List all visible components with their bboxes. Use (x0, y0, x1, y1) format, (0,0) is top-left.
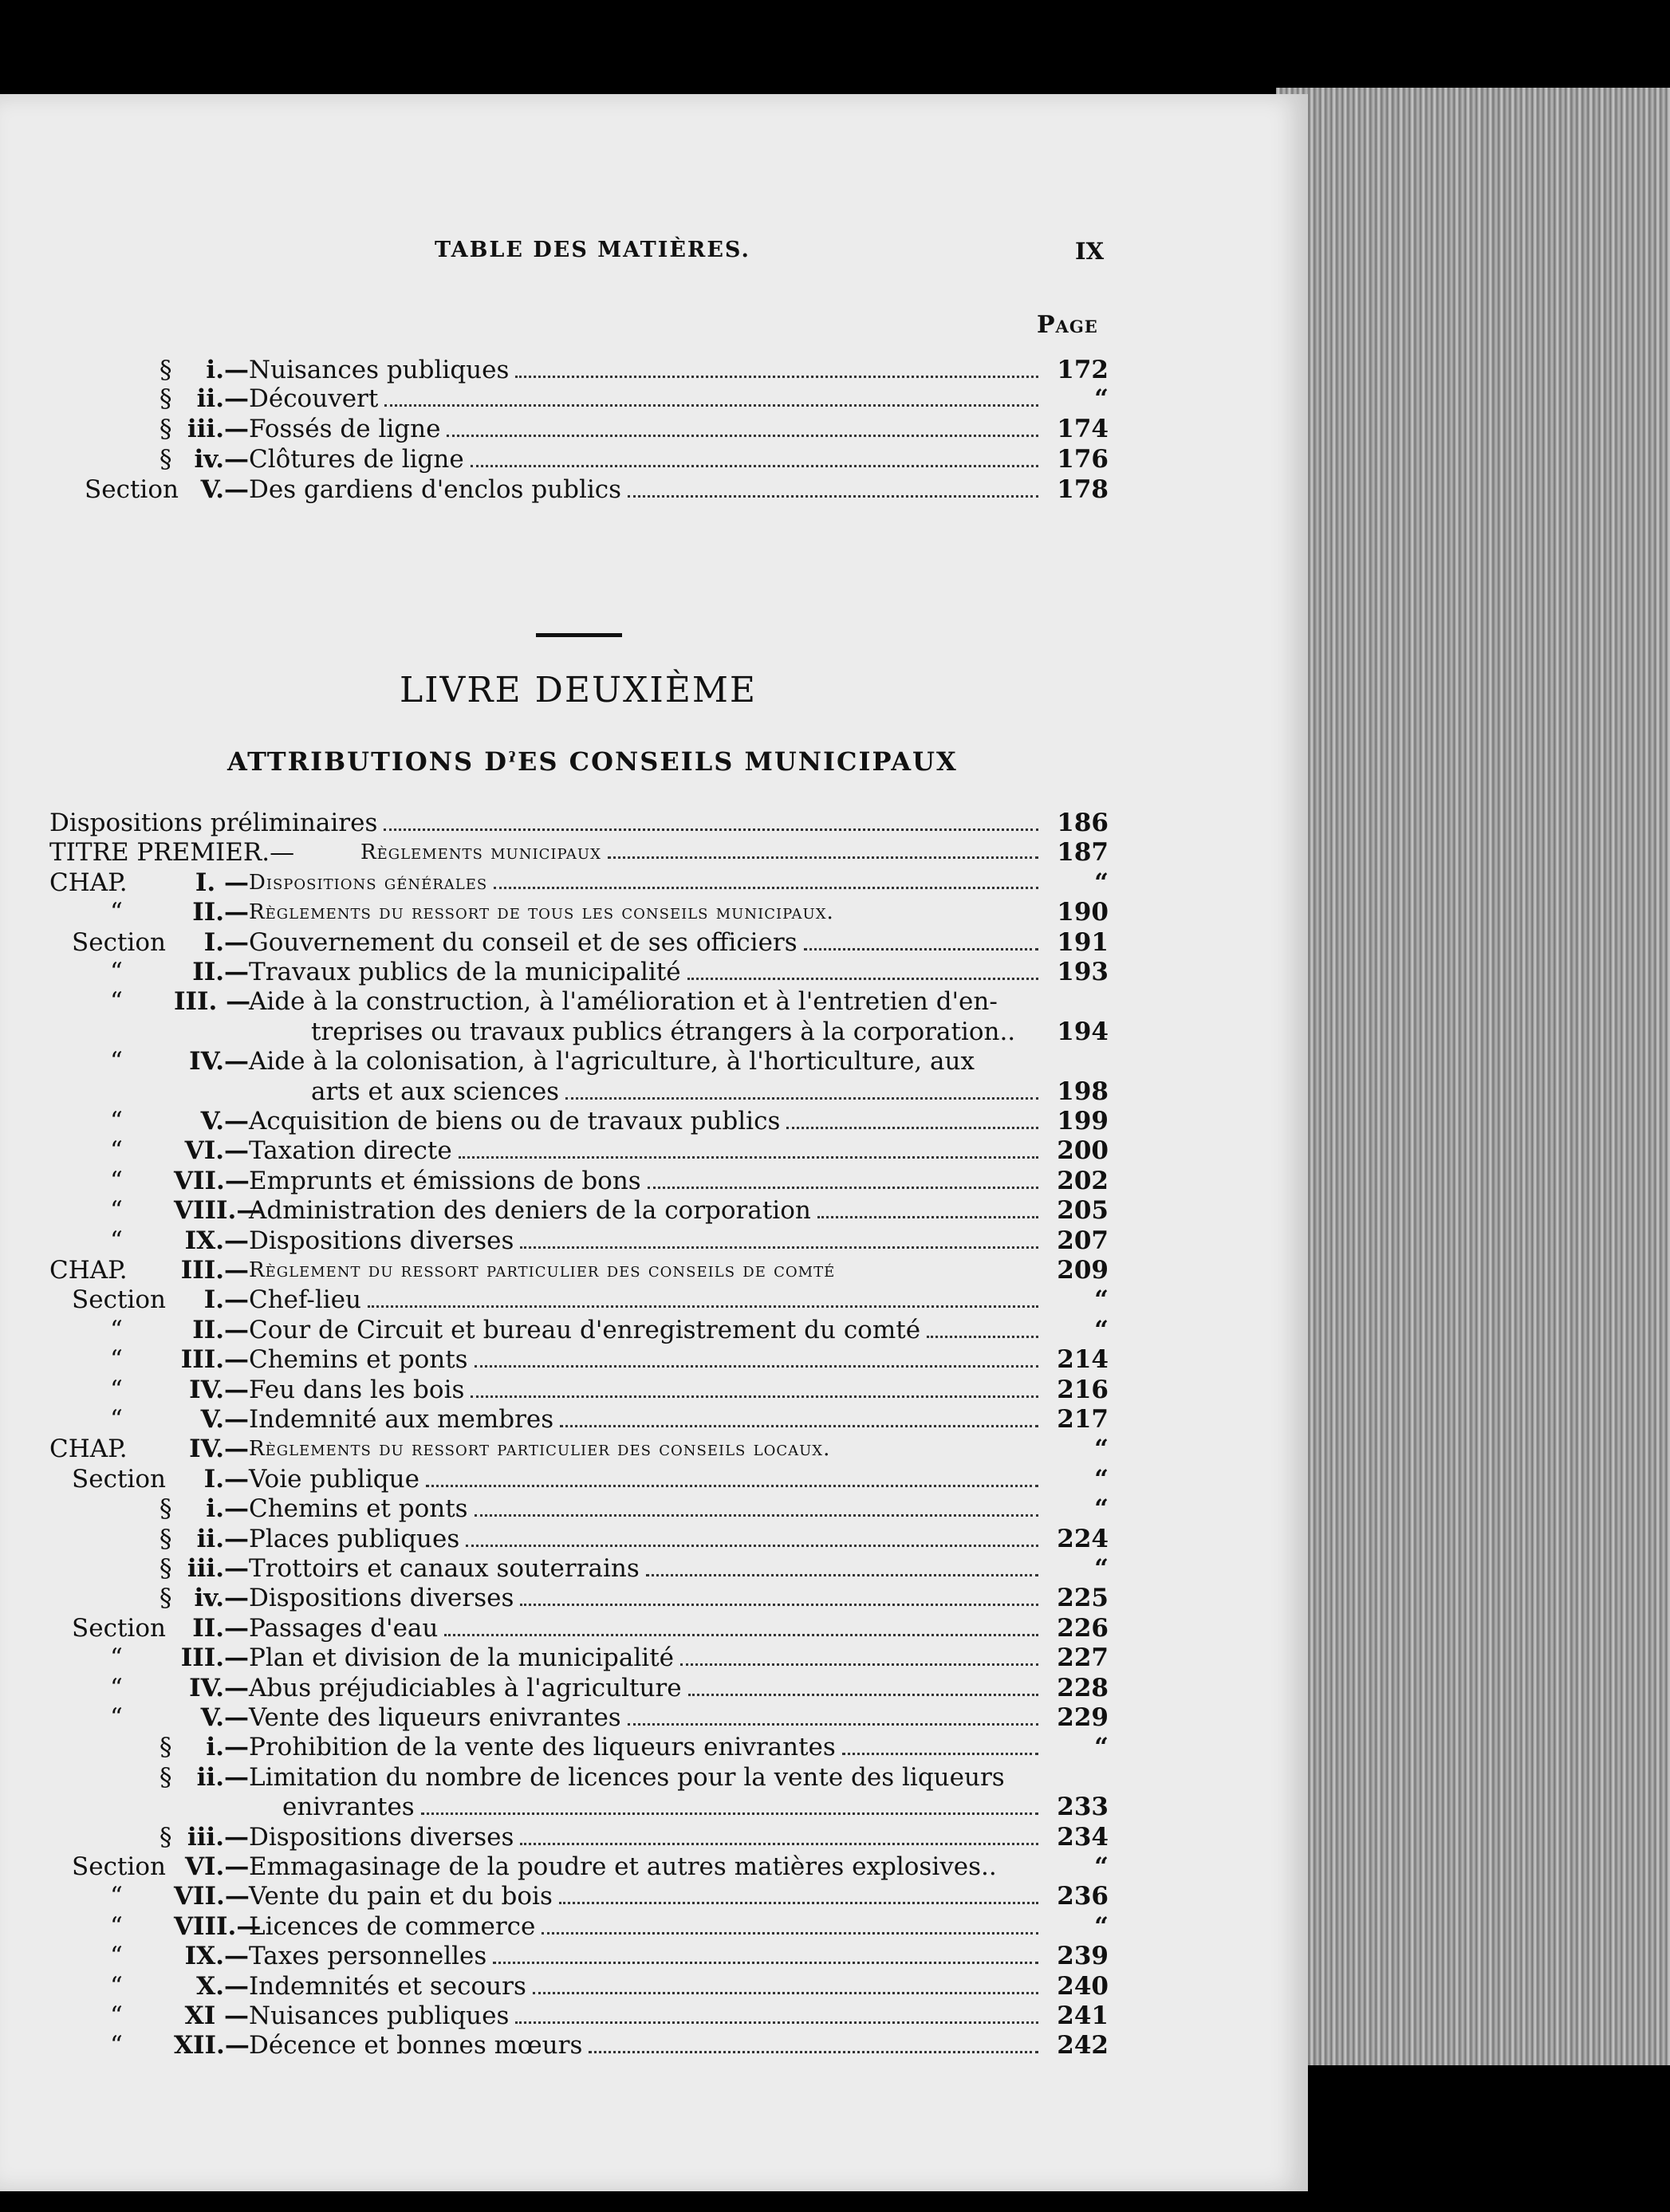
entry-number: V.— (200, 475, 249, 504)
toc-entry (0, 1316, 1308, 1344)
entry-title: Dispositions diverses (249, 1822, 514, 1852)
entry-page: 200 (1057, 1136, 1109, 1166)
entry-page: “ (1094, 1494, 1109, 1524)
toc-entry (0, 1614, 1308, 1643)
entry-title: Indemnités et secours (249, 1971, 526, 2001)
toc-entry (0, 1077, 1308, 1106)
entry-number: iv.— (194, 445, 249, 474)
entry-number: V.— (200, 1703, 249, 1732)
entry-page: 199 (1057, 1107, 1109, 1136)
entry-title: Gouvernement du conseil et de ses officiers (249, 927, 798, 957)
entry-page: 239 (1057, 1942, 1109, 1971)
entry-title: Places publiques (249, 1524, 460, 1553)
entry-label: “ (110, 1911, 123, 1941)
entry-page: 236 (1057, 1882, 1109, 1911)
dot-leader (368, 1305, 1038, 1308)
document-page (0, 94, 1308, 2191)
entry-number: III.— (180, 1643, 249, 1673)
entry-label: § (160, 1584, 172, 1613)
entry-label: Section (72, 1285, 166, 1315)
entry-title: Dispositions diverses (249, 1226, 514, 1255)
toc-entry (0, 898, 1308, 927)
entry-page: 186 (1057, 809, 1109, 837)
entry-number: I. — (195, 868, 249, 897)
dot-leader (471, 1395, 1038, 1398)
dot-leader (494, 886, 1038, 889)
entry-number: II.— (192, 1613, 249, 1643)
entry-number: IV.— (189, 1375, 249, 1404)
dot-leader (589, 2050, 1038, 2053)
entry-label: “ (110, 1345, 123, 1375)
dot-leader (542, 1931, 1038, 1935)
entry-number: VI.— (184, 1136, 249, 1166)
toc-entry (0, 987, 1308, 1016)
dot-leader (648, 1186, 1038, 1189)
entry-label: § (160, 1733, 172, 1762)
entry-title: Cour de Circuit et bureau d'enregistrement du comté (249, 1315, 921, 1344)
toc-entry (0, 1345, 1308, 1374)
book-page-edges (1276, 88, 1670, 2065)
toc-entry (0, 356, 1308, 384)
entry-label: “ (110, 1643, 123, 1673)
entry-label: CHAP. (49, 1435, 128, 1464)
entry-page: 172 (1057, 356, 1109, 384)
entry-label: § (160, 384, 172, 413)
entry-page: “ (1094, 868, 1109, 897)
entry-label: “ (110, 1315, 123, 1344)
dot-leader (565, 1096, 1038, 1100)
dot-leader (459, 1155, 1038, 1159)
toc-entry (0, 1285, 1308, 1314)
entry-page: 233 (1057, 1793, 1109, 1822)
entry-label: Section (72, 1613, 166, 1643)
entry-label: “ (110, 958, 123, 986)
entry-number: IX.— (184, 1226, 249, 1255)
dot-leader (688, 1693, 1038, 1696)
entry-number: I.— (203, 927, 249, 957)
entry-number: ii.— (196, 1524, 249, 1553)
toc-entry (0, 1405, 1308, 1434)
dot-leader (384, 828, 1038, 831)
entry-page: 207 (1057, 1226, 1109, 1255)
toc-entry (0, 1196, 1308, 1225)
toc-entry (0, 1852, 1308, 1881)
entry-label: “ (110, 1703, 123, 1732)
dot-leader (927, 1335, 1038, 1338)
toc-entry (0, 1972, 1308, 2001)
entry-page: 194 (1057, 1017, 1109, 1046)
entry-label: “ (110, 1405, 123, 1434)
entry-label: “ (110, 1971, 123, 2001)
entry-title: Dispositions générales (249, 870, 488, 895)
entry-title: Acquisition de biens ou de travaux publics (249, 1107, 781, 1136)
running-header (0, 238, 1308, 270)
toc-entry (0, 838, 1308, 867)
entry-title: Nuisances publiques (249, 356, 510, 384)
toc-entry (0, 1882, 1308, 1911)
toc-entry (0, 1435, 1308, 1463)
entry-page: “ (1094, 1315, 1109, 1344)
dot-leader (628, 494, 1038, 498)
dot-leader (384, 403, 1038, 407)
entry-page: “ (1094, 1464, 1109, 1494)
toc-entry (0, 1584, 1308, 1612)
entry-number: iii.— (187, 1822, 249, 1852)
toc-entry (0, 1017, 1308, 1046)
entry-number: III.— (180, 1345, 249, 1375)
toc-entry (0, 1376, 1308, 1404)
entry-number: ii.— (196, 384, 249, 413)
dot-leader (560, 1424, 1038, 1427)
toc-entry (0, 958, 1308, 986)
entry-title: Taxes personnelles (249, 1942, 487, 1971)
entry-number: VII.— (174, 1166, 250, 1195)
entry-label: “ (110, 1226, 123, 1255)
entry-title: Emmagasinage de la poudre et autres matières explosives.. (249, 1852, 997, 1881)
entry-title: Vente du pain et du bois (249, 1882, 553, 1911)
entry-page: 216 (1057, 1375, 1109, 1404)
toc-entry (0, 445, 1308, 474)
page-column-label: Page (1037, 311, 1098, 339)
toc-entry (0, 2001, 1308, 2030)
entry-number: VII.— (174, 1882, 250, 1911)
entry-title: Des gardiens d'enclos publics (249, 475, 622, 504)
entry-page: 229 (1057, 1703, 1109, 1732)
dot-leader (608, 856, 1038, 859)
entry-page: “ (1094, 1435, 1109, 1464)
entry-title: enivrantes (282, 1793, 415, 1822)
toc-entry (0, 1793, 1308, 1821)
dot-leader (475, 1364, 1038, 1368)
entry-title: Administration des deniers de la corporation (249, 1196, 811, 1226)
entry-page: 176 (1057, 445, 1109, 474)
dot-leader (471, 464, 1038, 467)
toc-entry (0, 1107, 1308, 1136)
toc-entry (0, 1912, 1308, 1941)
entry-label: § (160, 1822, 172, 1852)
entry-title: Règlements du ressort de tous les conseils municipaux. (249, 900, 834, 925)
entry-title: Limitation du nombre de licences pour la vente des liqueurs (249, 1762, 1005, 1792)
entry-title: arts et aux sciences (311, 1076, 560, 1106)
entry-title: treprises ou travaux publics étrangers à la corporation.. (311, 1017, 1016, 1046)
dot-leader (646, 1573, 1038, 1576)
entry-number: iv.— (194, 1584, 249, 1613)
toc-entry (0, 1703, 1308, 1732)
entry-number: i.— (206, 356, 249, 384)
entry-label: “ (110, 898, 123, 927)
entry-label: Section (72, 1464, 166, 1494)
entry-number: IV.— (189, 1047, 249, 1076)
entry-label: Section (72, 1852, 166, 1881)
toc-entry (0, 809, 1308, 837)
entry-page: 224 (1057, 1524, 1109, 1553)
entry-page: 214 (1057, 1345, 1109, 1375)
dot-leader (628, 1722, 1038, 1726)
entry-page: “ (1094, 1852, 1109, 1881)
toc-entry (0, 384, 1308, 413)
entry-number: I.— (203, 1464, 249, 1494)
entry-page: “ (1094, 1911, 1109, 1941)
entry-title: Feu dans les bois (249, 1375, 465, 1404)
entry-label: CHAP. (49, 868, 128, 897)
entry-label: § (160, 1554, 172, 1583)
toc-entry (0, 1733, 1308, 1761)
entry-page: 198 (1057, 1076, 1109, 1106)
entry-title: Règlements du ressort particulier des conseils locaux. (249, 1437, 831, 1462)
toc-entry (0, 1554, 1308, 1583)
entry-title: Emprunts et émissions de bons (249, 1166, 641, 1195)
entry-label: “ (110, 2001, 123, 2030)
toc-entry (0, 928, 1308, 957)
entry-title: Décence et bonnes mœurs (249, 2031, 583, 2060)
toc-entry (0, 1465, 1308, 1494)
entry-number: iii.— (187, 1554, 249, 1583)
toc-entry (0, 1763, 1308, 1792)
entry-number: ii.— (196, 1762, 249, 1792)
header-page-number: IX (1075, 238, 1105, 265)
dot-leader (786, 1126, 1038, 1129)
entry-title: Chemins et ponts (249, 1345, 468, 1375)
entry-page: “ (1094, 1554, 1109, 1583)
entry-label: CHAP. (49, 1256, 128, 1285)
entry-page: 225 (1057, 1584, 1109, 1613)
entry-label: § (160, 356, 172, 384)
entry-number: VI.— (185, 1852, 250, 1881)
entry-page: 187 (1057, 838, 1109, 868)
toc-entry (0, 1226, 1308, 1255)
entry-label: TITRE PREMIER.— (49, 838, 295, 868)
entry-label: “ (110, 2031, 123, 2060)
toc-entry (0, 1494, 1308, 1523)
dot-leader (447, 434, 1038, 437)
dot-leader (421, 1812, 1038, 1815)
entry-number: iii.— (187, 415, 249, 443)
entry-title: Fossés de ligne (249, 415, 441, 443)
entry-title: Dispositions diverses (249, 1584, 514, 1613)
entry-number: II.— (192, 958, 249, 986)
entry-page: 234 (1057, 1822, 1109, 1852)
toc-entry (0, 1674, 1308, 1702)
entry-page: “ (1094, 1285, 1109, 1315)
entry-title: Clôtures de ligne (249, 445, 464, 474)
entry-page: 227 (1057, 1643, 1109, 1673)
entry-page: 209 (1057, 1256, 1109, 1285)
entry-title: Nuisances publiques (249, 2001, 510, 2030)
entry-title: Règlement du ressort particulier des conseils de comté (249, 1258, 836, 1282)
entry-page: 178 (1057, 475, 1109, 504)
toc-entry (0, 1167, 1308, 1195)
entry-label: “ (110, 1882, 123, 1911)
entry-number: X.— (196, 1971, 249, 2001)
attributions-title: ATTRIBUTIONS DˀES CONSEILS MUNICIPAUX (227, 746, 958, 777)
entry-page: 217 (1057, 1405, 1109, 1434)
entry-number: II.— (192, 1315, 249, 1344)
entry-page: 241 (1057, 2001, 1109, 2030)
entry-title: Licences de commerce (249, 1911, 536, 1941)
dot-leader (466, 1544, 1038, 1547)
entry-number: XI — (184, 2001, 249, 2030)
entry-number: VIII.— (174, 1196, 262, 1226)
entry-label: “ (110, 1136, 123, 1166)
dot-leader (520, 1246, 1038, 1249)
entry-title: Découvert (249, 384, 379, 413)
entry-label: “ (110, 1047, 123, 1076)
header-title: TABLE DES MATIÈRES. (435, 238, 750, 262)
toc-entry (0, 415, 1308, 443)
entry-number: V.— (200, 1107, 249, 1136)
entry-label: § (160, 415, 172, 443)
entry-title: Aide à la construction, à l'amélioration et à l'entretien d'en- (249, 987, 998, 1017)
toc-entry (0, 1256, 1308, 1285)
dot-leader (515, 375, 1038, 378)
entry-title: Vente des liqueurs enivrantes (249, 1703, 621, 1732)
section-rule (536, 633, 622, 637)
dot-leader (520, 1842, 1038, 1845)
dot-leader (520, 1603, 1038, 1606)
entry-page: 202 (1057, 1166, 1109, 1195)
entry-page: 205 (1057, 1196, 1109, 1226)
entry-title: Plan et division de la municipalité (249, 1643, 674, 1673)
entry-title: Passages d'eau (249, 1613, 439, 1643)
dot-leader (533, 1991, 1038, 1994)
dot-leader (515, 2021, 1038, 2024)
entry-page: 228 (1057, 1673, 1109, 1702)
entry-title: Chef-lieu (249, 1285, 362, 1315)
entry-number: i.— (206, 1494, 249, 1524)
entry-number: VIII.— (174, 1911, 262, 1941)
entry-label: § (160, 1762, 172, 1792)
entry-page: 242 (1057, 2031, 1109, 2060)
dot-leader (687, 977, 1038, 980)
toc-entry (0, 475, 1308, 504)
dot-leader (817, 1215, 1038, 1218)
entry-label: Section (85, 475, 179, 504)
dot-leader (804, 947, 1038, 951)
entry-label: “ (110, 1196, 123, 1226)
toc-entry (0, 868, 1308, 897)
entry-label: “ (110, 1107, 123, 1136)
entry-label: § (160, 1494, 172, 1524)
entry-page: 240 (1057, 1971, 1109, 2001)
toc-entry (0, 1136, 1308, 1165)
dot-leader (426, 1484, 1038, 1487)
entry-label: § (160, 445, 172, 474)
toc-entry (0, 1823, 1308, 1852)
dot-leader (493, 1961, 1038, 1964)
entry-number: V.— (200, 1405, 249, 1434)
toc-entry (0, 1643, 1308, 1672)
toc-entry (0, 1525, 1308, 1553)
entry-page: 174 (1057, 415, 1109, 443)
entry-title: Règlements municipaux (360, 840, 601, 865)
entry-label: “ (110, 1166, 123, 1195)
entry-label: “ (110, 1673, 123, 1702)
livre-title: LIVRE DEUXIÈME (399, 670, 758, 710)
dot-leader (559, 1901, 1038, 1904)
dot-leader (475, 1513, 1038, 1517)
entry-label: “ (110, 1375, 123, 1404)
entry-title: Dispositions préliminaires (49, 809, 378, 837)
entry-page: 193 (1057, 958, 1109, 986)
entry-label: “ (110, 987, 123, 1017)
entry-number: I.— (203, 1285, 249, 1315)
entry-number: IV.— (189, 1673, 249, 1702)
toc-entry (0, 1942, 1308, 1970)
toc-entry (0, 2031, 1308, 2060)
entry-title: Voie publique (249, 1464, 419, 1494)
entry-title: Aide à la colonisation, à l'agriculture, à l'horticulture, aux (249, 1047, 975, 1076)
entry-label: § (160, 1524, 172, 1553)
entry-label: “ (110, 1942, 123, 1971)
entry-label: Section (72, 927, 166, 957)
entry-page: 190 (1057, 898, 1109, 927)
entry-number: IX.— (184, 1942, 249, 1971)
entry-title: Taxation directe (249, 1136, 452, 1166)
entry-title: Trottoirs et canaux souterrains (249, 1554, 640, 1583)
dot-leader (444, 1633, 1038, 1636)
entry-title: Prohibition de la vente des liqueurs enivrantes (249, 1733, 836, 1762)
entry-number: IV.— (189, 1435, 249, 1464)
entry-page: 226 (1057, 1613, 1109, 1643)
entry-number: XII.— (174, 2031, 250, 2060)
entry-title: Indemnité aux membres (249, 1405, 554, 1434)
entry-page: “ (1094, 1733, 1109, 1762)
entry-page: 191 (1057, 927, 1109, 957)
entry-title: Abus préjudiciables à l'agriculture (249, 1673, 682, 1702)
entry-title: Travaux publics de la municipalité (249, 958, 681, 986)
entry-number: II.— (192, 898, 249, 927)
entry-page: “ (1094, 384, 1109, 413)
dot-leader (680, 1663, 1038, 1666)
entry-title: Chemins et ponts (249, 1494, 468, 1524)
toc-entry (0, 1047, 1308, 1076)
entry-number: i.— (206, 1733, 249, 1762)
entry-number: III.— (180, 1256, 249, 1285)
dot-leader (842, 1752, 1038, 1755)
entry-number: III. — (174, 987, 251, 1017)
